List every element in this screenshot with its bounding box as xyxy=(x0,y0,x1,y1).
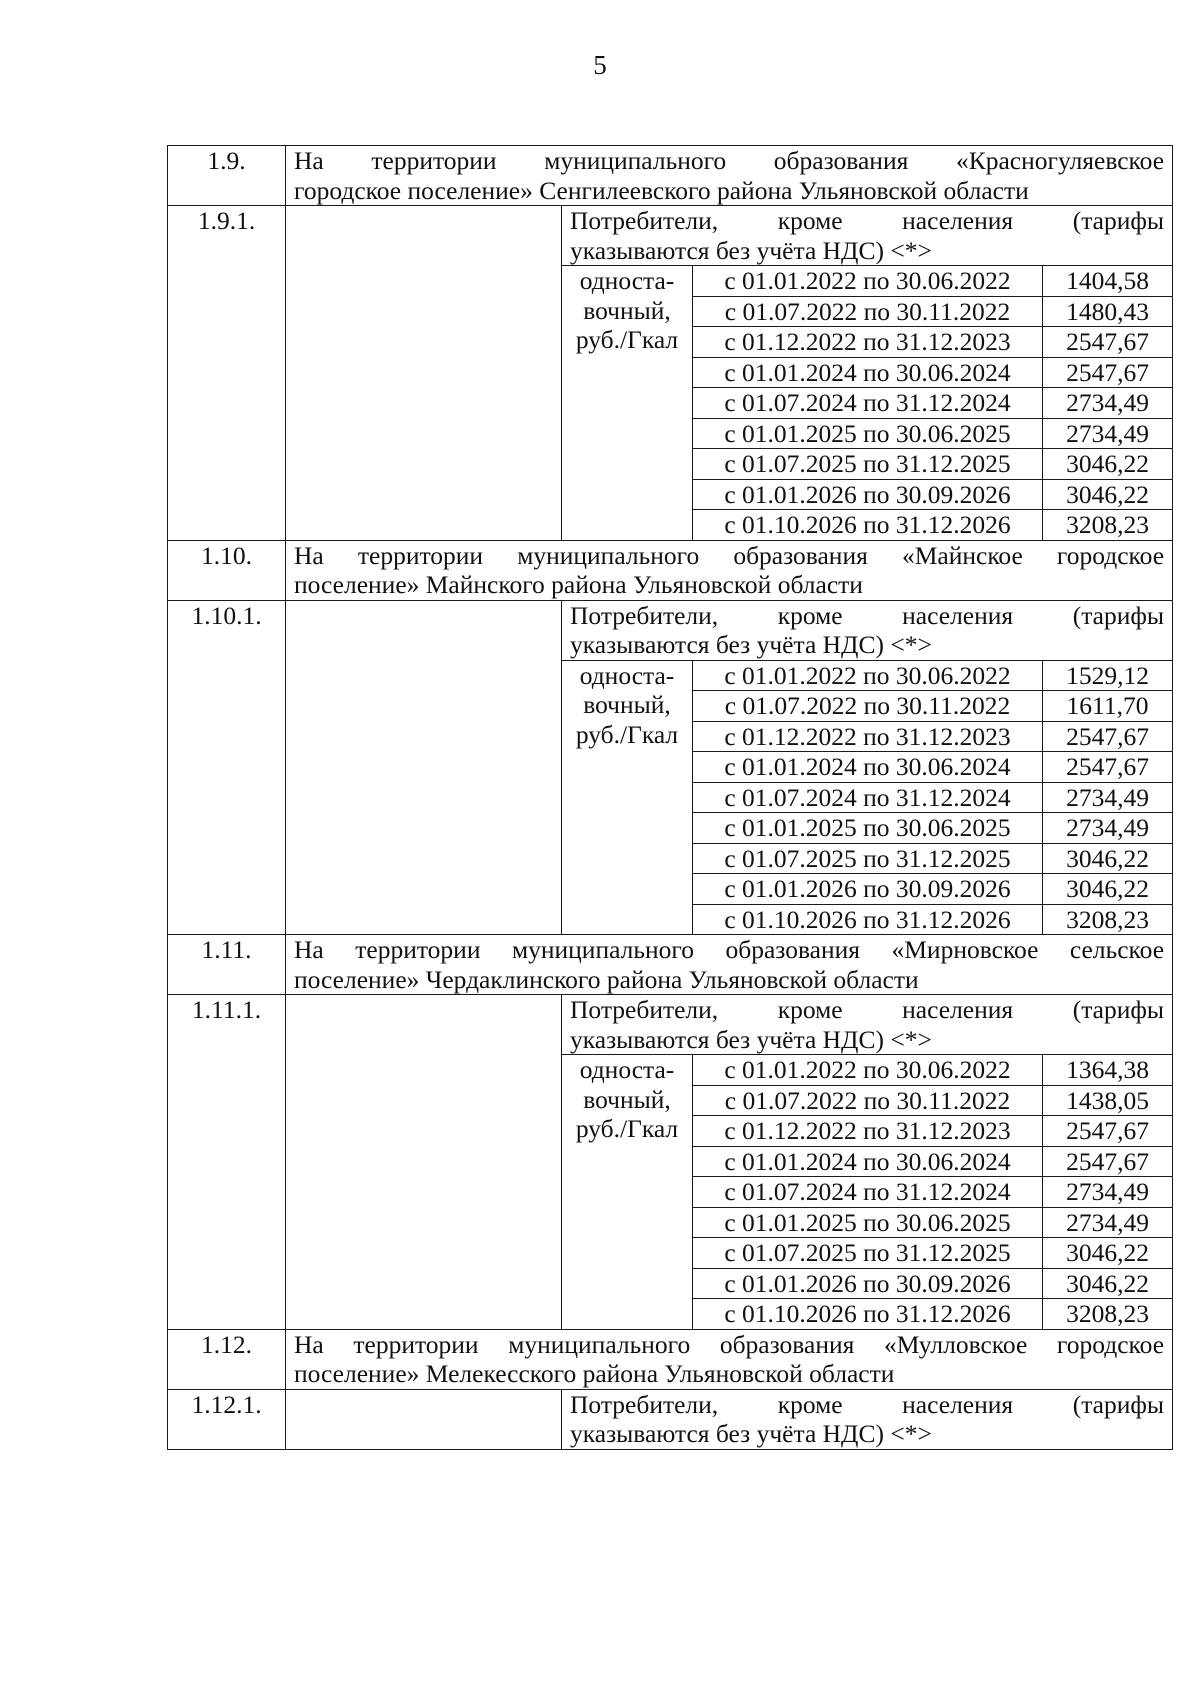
tariff-value-cell: 3208,23 xyxy=(1043,1299,1173,1330)
section-number: 1.11. xyxy=(168,935,286,995)
period-cell: с 01.01.2024 по 30.06.2024 xyxy=(693,1146,1043,1177)
territory-row xyxy=(168,146,1173,206)
section-number: 1.10. xyxy=(168,540,286,600)
territory-row xyxy=(168,540,1173,600)
territory-line-2: поселение» Мелекесского района Ульяновской области xyxy=(294,1359,895,1388)
tariff-value-cell: 3046,22 xyxy=(1043,1238,1173,1269)
tariff-value-cell: 1480,43 xyxy=(1043,296,1173,327)
consumer-row xyxy=(168,1389,1173,1449)
period-cell: с 01.07.2025 по 31.12.2025 xyxy=(693,843,1043,874)
consumer-line-2: указываются без учёта НДС) <*> xyxy=(570,235,932,265)
period-cell: с 01.07.2022 по 30.11.2022 xyxy=(693,296,1043,327)
tariff-value-cell: 1611,70 xyxy=(1043,691,1173,722)
territory-line-2: городское поселение» Сенгилеевского района Ульяновской области xyxy=(294,175,1029,205)
tariff-table xyxy=(167,145,1173,1450)
consumer-line-1: Потребители, кроме населения (тарифы xyxy=(570,600,1165,630)
tariff-value-cell: 3046,22 xyxy=(1043,843,1173,874)
territory-cell xyxy=(286,146,1173,206)
consumer-row xyxy=(168,600,1173,660)
period-cell: с 01.10.2026 по 31.12.2026 xyxy=(693,904,1043,935)
blank-cell xyxy=(286,206,562,541)
tariff-value-cell: 2734,49 xyxy=(1043,813,1173,844)
tariff-value-cell: 2734,49 xyxy=(1043,388,1173,419)
consumer-line-2: указываются без учёта НДС) <*> xyxy=(570,1024,932,1054)
consumer-row xyxy=(168,206,1173,266)
period-cell: с 01.10.2026 по 31.12.2026 xyxy=(693,1299,1043,1330)
tariff-value-cell: 3046,22 xyxy=(1043,479,1173,510)
period-cell: с 01.12.2022 по 31.12.2023 xyxy=(693,721,1043,752)
subsection-number: 1.12.1. xyxy=(168,1389,286,1449)
period-cell: с 01.01.2025 по 30.06.2025 xyxy=(693,1207,1043,1238)
unit-cell: односта- вочный, руб./Гкал xyxy=(562,266,693,541)
territory-cell xyxy=(286,935,1173,995)
section-number: 1.9. xyxy=(168,146,286,206)
territory-cell xyxy=(286,540,1173,600)
period-cell: с 01.01.2022 по 30.06.2022 xyxy=(693,660,1043,691)
consumer-line-1: Потребители, кроме населения (тарифы xyxy=(570,206,1165,235)
period-cell: с 01.07.2025 по 31.12.2025 xyxy=(693,449,1043,480)
tariff-value-cell: 2734,49 xyxy=(1043,1177,1173,1208)
territory-line-1: На территории муниципального образования «Мирновское сельское xyxy=(294,935,1165,964)
consumer-line-1: Потребители, кроме населения (тарифы xyxy=(570,995,1165,1024)
consumer-line-2: указываются без учёта НДС) <*> xyxy=(570,630,932,659)
subsection-number: 1.9.1. xyxy=(168,206,286,541)
tariff-value-cell: 3208,23 xyxy=(1043,510,1173,541)
period-cell: с 01.07.2025 по 31.12.2025 xyxy=(693,1238,1043,1269)
territory-line-1: На территории муниципального образования «Мулловское городское xyxy=(294,1329,1165,1359)
territory-line-1: На территории муниципального образования «Красногуляевское xyxy=(294,146,1165,175)
consumer-line-2: указываются без учёта НДС) <*> xyxy=(570,1419,932,1448)
tariff-value-cell: 1438,05 xyxy=(1043,1085,1173,1116)
period-cell: с 01.10.2026 по 31.12.2026 xyxy=(693,510,1043,541)
period-cell: с 01.01.2022 по 30.06.2022 xyxy=(693,1055,1043,1086)
period-cell: с 01.07.2024 по 31.12.2024 xyxy=(693,782,1043,813)
tariff-value-cell: 1404,58 xyxy=(1043,266,1173,297)
territory-line-2: поселение» Чердаклинского района Ульяновской области xyxy=(294,964,919,994)
period-cell: с 01.01.2024 по 30.06.2024 xyxy=(693,357,1043,388)
unit-cell: односта- вочный, руб./Гкал xyxy=(562,660,693,935)
period-cell: с 01.12.2022 по 31.12.2023 xyxy=(693,1116,1043,1147)
tariff-value-cell: 2547,67 xyxy=(1043,357,1173,388)
tariff-value-cell: 2734,49 xyxy=(1043,1207,1173,1238)
territory-line-2: поселение» Майнского района Ульяновской области xyxy=(294,570,863,599)
period-cell: с 01.01.2026 по 30.09.2026 xyxy=(693,479,1043,510)
subsection-number: 1.11.1. xyxy=(168,995,286,1330)
consumer-cell xyxy=(562,206,1173,266)
period-cell: с 01.01.2025 по 30.06.2025 xyxy=(693,418,1043,449)
tariff-value-cell: 2547,67 xyxy=(1043,1116,1173,1147)
territory-row xyxy=(168,1329,1173,1389)
consumer-line-1: Потребители, кроме населения (тарифы xyxy=(570,1389,1165,1419)
consumer-cell xyxy=(562,600,1173,660)
tariff-value-cell: 2734,49 xyxy=(1043,782,1173,813)
period-cell: с 01.01.2026 по 30.09.2026 xyxy=(693,874,1043,905)
period-cell: с 01.01.2025 по 30.06.2025 xyxy=(693,813,1043,844)
consumer-row xyxy=(168,995,1173,1055)
period-cell: с 01.07.2024 по 31.12.2024 xyxy=(693,388,1043,419)
tariff-value-cell: 2547,67 xyxy=(1043,327,1173,358)
subsection-number: 1.10.1. xyxy=(168,600,286,935)
period-cell: с 01.07.2024 по 31.12.2024 xyxy=(693,1177,1043,1208)
tariff-value-cell: 1529,12 xyxy=(1043,660,1173,691)
blank-cell xyxy=(286,600,562,935)
period-cell: с 01.01.2024 по 30.06.2024 xyxy=(693,752,1043,783)
tariff-value-cell: 3046,22 xyxy=(1043,874,1173,905)
consumer-cell xyxy=(562,1389,1173,1449)
tariff-value-cell: 2734,49 xyxy=(1043,418,1173,449)
tariff-value-cell: 2547,67 xyxy=(1043,1146,1173,1177)
unit-cell: односта- вочный, руб./Гкал xyxy=(562,1055,693,1330)
tariff-value-cell: 2547,67 xyxy=(1043,721,1173,752)
period-cell: с 01.12.2022 по 31.12.2023 xyxy=(693,327,1043,358)
blank-cell xyxy=(286,995,562,1330)
tariff-value-cell: 3208,23 xyxy=(1043,904,1173,935)
territory-row xyxy=(168,935,1173,995)
period-cell: с 01.01.2026 по 30.09.2026 xyxy=(693,1268,1043,1299)
consumer-cell xyxy=(562,995,1173,1055)
blank-cell xyxy=(286,1389,562,1449)
section-number: 1.12. xyxy=(168,1329,286,1389)
tariff-value-cell: 3046,22 xyxy=(1043,449,1173,480)
tariff-value-cell: 2547,67 xyxy=(1043,752,1173,783)
tariff-value-cell: 1364,38 xyxy=(1043,1055,1173,1086)
territory-cell xyxy=(286,1329,1173,1389)
period-cell: с 01.01.2022 по 30.06.2022 xyxy=(693,266,1043,297)
tariff-value-cell: 3046,22 xyxy=(1043,1268,1173,1299)
period-cell: с 01.07.2022 по 30.11.2022 xyxy=(693,691,1043,722)
page-number: 5 xyxy=(593,50,607,80)
territory-line-1: На территории муниципального образования «Майнское городское xyxy=(294,540,1165,570)
period-cell: с 01.07.2022 по 30.11.2022 xyxy=(693,1085,1043,1116)
